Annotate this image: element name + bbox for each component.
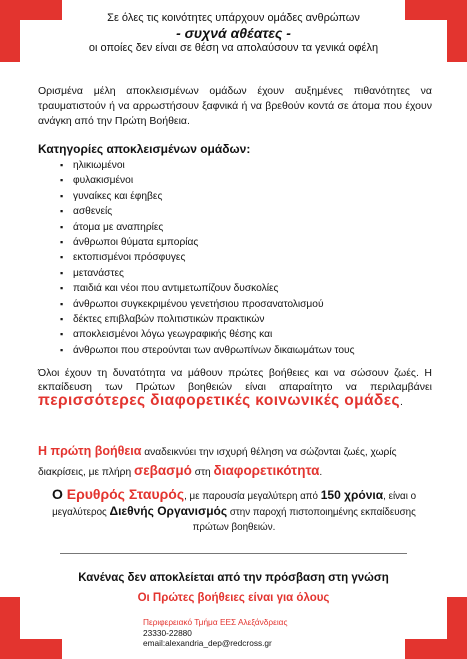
training-paragraph: Όλοι έχουν τη δυνατότητα να μάθουν πρώτες βοήθειες και να σώσουν ζωές. Η εκπαίδευση των Πρώτων βοηθειών είναι απαραίτητο να περιλαμβάνει περισσότερες διαφορετικές κοινωνικές ομάδες. <box>38 367 432 409</box>
list-item: ▪ άνθρωποι που στερούνται των ανθρωπίνων δικαιωμάτων τους <box>60 343 355 358</box>
red-cross-paragraph: Ο Ερυθρός Σταυρός, με παρουσία μεγαλύτερη από 150 χρόνια, είναι ο μεγαλύτερος Διεθνής Οργανισμός στην παροχή πιστοποιημένης εκπαίδευσης πρώτων βοηθειών. <box>51 486 417 533</box>
list-item: ▪ άτομα με αναπηρίες <box>60 220 355 235</box>
list-item: ▪ αποκλεισμένοι λόγω γεωγραφικής θέσης και <box>60 327 355 342</box>
header-line-2: - συχνά αθέατες - <box>176 25 291 41</box>
list-item: ▪ παιδιά και νέοι που αντιμετωπίζουν δυσκολίες <box>60 281 355 296</box>
corner-decoration-bottom-right <box>405 597 467 659</box>
training-text: Όλοι έχουν τη δυνατότητα να μάθουν πρώτες βοήθειες και να σώσουν ζωές. Η εκπαίδευση των Πρώτων βοηθειών είναι απαραίτητο να περιλαμβάνει <box>38 367 432 393</box>
list-item: ▪ μετανάστες <box>60 266 355 281</box>
corner-decoration-top-left <box>0 0 62 62</box>
header-line-3: οι οποίες δεν είναι σε θέση να απολαύσουν τα γενικά οφέλη <box>88 42 379 54</box>
header <box>60 12 407 55</box>
list-item: ▪ δέκτες επιβλαβών πολιτιστικών πρακτικών <box>60 312 355 327</box>
list-item: ▪ γυναίκες και έφηβες <box>60 189 355 204</box>
department-name: Περιφερειακό Τμήμα ΕΕΣ Αλεξάνδρειας <box>143 617 288 627</box>
categories-list <box>60 158 355 358</box>
list-item: ▪ ασθενείς <box>60 204 355 219</box>
respect-highlight: σεβασμό <box>133 463 192 478</box>
highlight-social-groups: περισσότερες διαφορετικές κοινωνικές ομάδες <box>38 392 400 409</box>
list-item: ▪ φυλακισμένοι <box>60 173 355 188</box>
list-item: ▪ άνθρωποι θύματα εμπορίας <box>60 235 355 250</box>
list-item: ▪ ηλικιωμένοι <box>60 158 355 173</box>
categories-title: Κατηγορίες αποκλεισμένων ομάδων: <box>38 142 251 156</box>
corner-decoration-bottom-left <box>0 597 62 659</box>
email-address: email:alexandria_dep@redcross.gr <box>143 638 272 648</box>
phone-number: 23330-22880 <box>143 627 192 638</box>
header-line-1: Σε όλες τις κοινότητες υπάρχουν ομάδες ανθρώπων <box>107 12 360 24</box>
divider <box>60 553 407 554</box>
contact-block <box>143 617 287 649</box>
intro-paragraph: Ορισμένα μέλη αποκλεισμένων ομάδων έχουν αυξημένες πιθανότητες να τραυματιστούν ή να αρρωστήσουν ξαφνικά ή να βρεθούν κοντά σε άτομα που έχουν ανάγκη από την Πρώτη Βοήθεια. <box>38 85 432 127</box>
first-aid-paragraph: Η πρώτη βοήθεια αναδεικνύει την ισχυρή θέληση να σώζονται ζωές, χωρίς διακρίσεις, με πλήρη σεβασμό στη διαφορετικότητα. <box>38 444 397 478</box>
years-highlight: 150 χρόνια <box>320 488 384 502</box>
red-cross-name: Ερυθρός Σταυρός <box>66 486 185 502</box>
corner-decoration-top-right <box>405 0 467 62</box>
tagline-for-everyone: Οι Πρώτες βοήθειες είναι για όλους <box>137 592 330 604</box>
organization-highlight: Διεθνής Οργανισμός <box>109 504 228 518</box>
diversity-highlight: διαφορετικότητα <box>213 463 320 478</box>
list-item: ▪ άνθρωποι συγκεκριμένου γενετήσιου προσανατολισμού <box>60 297 355 312</box>
first-aid-highlight: Η πρώτη βοήθεια <box>38 444 142 458</box>
tagline-access: Κανένας δεν αποκλείεται από την πρόσβαση στη γνώση <box>78 572 389 584</box>
list-item: ▪ εκτοπισμένοι πρόσφυγες <box>60 250 355 265</box>
